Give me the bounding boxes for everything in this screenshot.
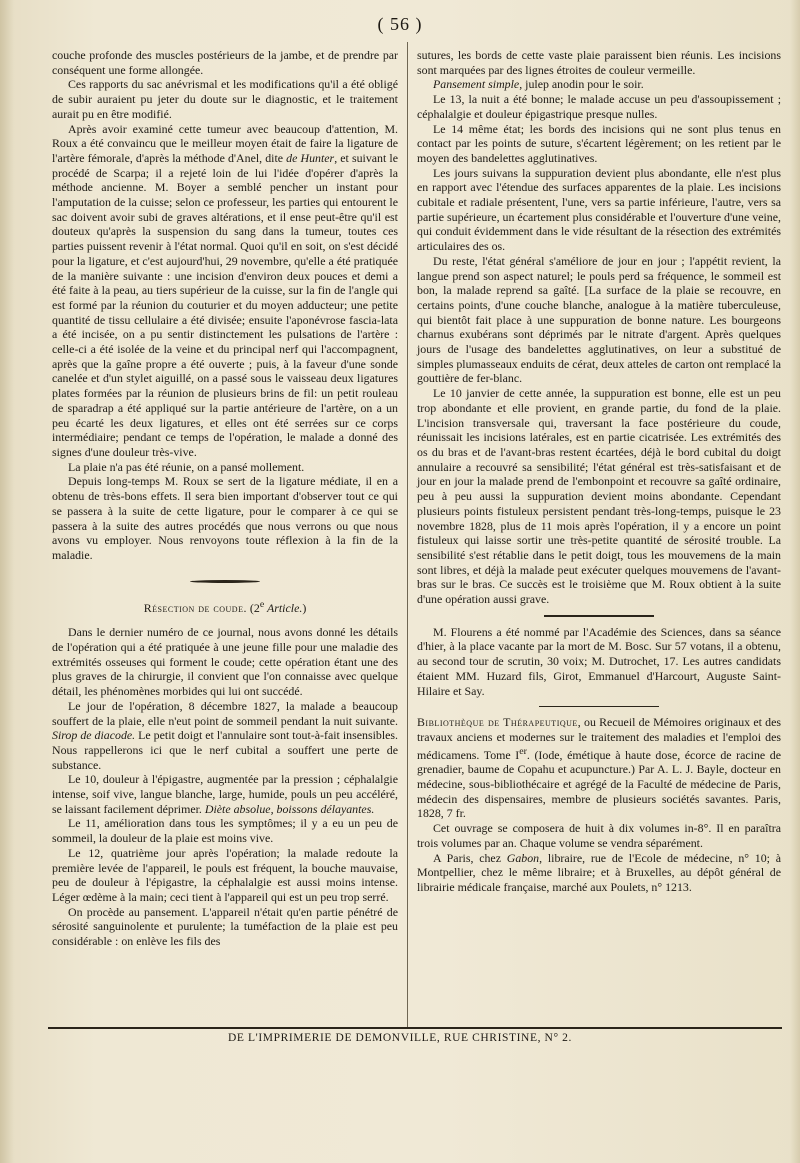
paragraph: Le 11, amélioration dans tous les symptômes; il y a eu un peu de sommeil, la douleur de la plaie est moins vive.: [52, 816, 398, 846]
italic-text: de Hunter: [286, 150, 335, 165]
section-heading: [52, 598, 398, 616]
page-number: ( 56 ): [377, 14, 423, 34]
section-title-article: Article.: [264, 600, 303, 615]
paragraph: couche profonde des muscles postérieurs de la jambe, et de prendre par conséquent une forme allongée.: [52, 48, 398, 77]
paragraph: Dans le dernier numéro de ce journal, nous avons donné les détails de l'opération qui a été pratiquée à une jeune fille pour une maladie des extrémités osseuses qui forment le coude; cette opération étant une des plus graves de la chirurgie, il convient que l'on connaisse avec quelque détail, les phénomènes morbides qui lui ont succédé.: [52, 625, 398, 699]
section-title-paren: (2: [249, 600, 260, 615]
text-run: Après avoir examiné cette tumeur avec beaucoup d'attention, M. Roux a été convaincu que le meilleur moyen était de faire la ligature de l'artère fémorale, d'après la méthode d'Anel, dite: [52, 121, 398, 165]
left-column: [52, 48, 398, 949]
italic-text: Pansement simple: [433, 77, 520, 92]
section-title: Résection de coude.: [143, 600, 247, 615]
text-run: , et suivant le procédé de Scarpa; il a rejeté loin de lui l'idée d'opérer d'après la méthode ancienne. M. Boyer a semblé pencher un instant pour l'amputation de la cuisse; selon ce professeur, les parties qui entourent le sac doivent avoir subi de graves altérations, et il ense peut-être qu'il est douteux qu'après la suspension du sang dans la tumeur, toutes ces parties puissent revenir à l'état normal. Quoi qu'il en soit, on s'est décidé pour la ligature, et c'est aujourd'hui, 29 novembre, qu'elle a été pratiquée de la manière suivante : une incision d'environ deux pouces et demi a été faite à la peau, au tiers supérieur de la cuisse, sur la fin de l'angle qui est formé par la réunion du couturier et du moyen adducteur; une petite quantité de tissu cellulaire a été divisée; ensuite l'aponévrose fascia-lata a été incisée, on a pu sentir distinctement les pulsations de l'artère : celle-ci a été isolée de la veine et du principal nerf qui l'accompagnent, après que la gaîne propre a été ouverte ; puis, à la faveur d'une sonde canelée et d'un stylet aiguillé, on a passé sous le vaisseau deux ligatures plates formées par la réunion de plusieurs brins de fil: un petit rouleau de sparadrap a été appliqué sur la partie antérieure de l'artère, on a un peu écarté les deux ligatures, et elles ont été serrées sur ce corps intermédiaire; pendant ce temps de l'opération, le malade a donné des signes d'une douleur très-vive.: [52, 150, 398, 459]
italic-text: Gabon: [506, 850, 540, 865]
paragraph: [417, 851, 781, 895]
paragraph: Ces rapports du sac anévrismal et les modifications qu'il a été obligé de subir auraient pu jeter du doute sur le diagnostic, et le traitement aurait pu en être modifié.: [52, 77, 398, 121]
section-ornament: [52, 574, 398, 584]
text-run: . (Iode, émétique à haute dose, écorce de racine de grenadier, baume de Copahu et acupuncture.) Par A. L. J. Bayle, docteur en médecine, sous-bibliothécaire et agrégé de la Faculté de médecine de Paris, médecin des dispensaires, membre de plusieurs sociétés savantes. Paris, 1828, 7 fr.: [417, 747, 781, 821]
paragraph: [417, 77, 781, 92]
right-column: [417, 48, 781, 895]
paragraph: Le 10 janvier de cette année, la suppuration est bonne, elle est un peu trop abondante et elle provient, en grande partie, du fond de la plaie. L'incision transversale qui, traversant la face postérieure du coude, réunissait les incisions latérales, est en partie cicatrisée. Les extrémités des os du bras et de l'avant-bras restent écartées, déjà le bord cubital du doigt annulaire a recouvré sa sensibilité; l'état général est très-satisfaisant et de jour en jour la malade prend de l'embonpoint et recouvre sa gaîté ordinaire, peu à peu aussi la suppuration devient moins abondante. Cependant plusieurs points fistuleux persistent pendant très-long-temps, puisque le 23 novembre 1828, plus de 11 mois après l'opération, il y a encore un point fistuleux qui laisse sortir une très-petite quantité de sérosité trouble. La sensibilité s'est rétablie dans le petit doigt, tous les mouvemens de la main sont libres, et déjà la malade peut exécuter quelques mouvemens de l'avant-bras sur le bras. Ce succès est le troisième que M. Roux obtient à la suite d'une opération aussi grave.: [417, 386, 781, 607]
news-separator-rule: [539, 706, 659, 707]
text-run: Le jour de l'opération, 8 décembre 1827, la malade a beaucoup souffert de la plaie, elle n'eut point de sommeil pendant la nuit suivante.: [52, 698, 398, 728]
page-edge-shadow-left: [0, 0, 14, 1163]
paragraph: [52, 699, 398, 773]
italic-text: Diète absolue, boissons délayantes.: [204, 801, 375, 816]
italic-text: Sirop de diacode.: [52, 728, 136, 743]
paragraph: Le 14 même état; les bords des incisions qui ne sont plus tenus en contact par les points de suture, s'écartent légèrement; on les retient par le moyen des bandelettes agglutinatives.: [417, 121, 781, 165]
paragraph: Le 12, quatrième jour après l'opération; la malade redoute la première levée de l'appareil, le pouls est fréquent, la bouche mauvaise, peu de douleur à l'épigastre, la céphalalgie est aussi moins intense. Léger œdème à la main; ceci tient à l'appareil qui est un peu trop serré.: [52, 845, 398, 904]
text-run: Le petit doigt et l'annulaire sont tout-à-fait insensibles. Nous rappellerons ici que le nerf cubital a souffert une perte de substance.: [52, 728, 398, 772]
section-title-superscript: e: [259, 598, 265, 610]
paragraph: Depuis long-temps M. Roux se sert de la ligature médiate, il en a obtenu de très-bons effets. Il sera bien important d'observer tout ce qui se passera à la suite de cette ligature, pour le comparer à ce qui se passera à la suite des autres procédés que nous verrons ou que nous avons vu employer. Nous renvoyons toute réflexion à la fin de la maladie.: [52, 474, 398, 562]
section-title-close: ): [302, 600, 307, 615]
paragraph: [417, 715, 781, 821]
text-run: A Paris, chez: [433, 850, 507, 865]
ornament-swash: [190, 580, 260, 583]
paragraph: Cet ouvrage se composera de huit à dix volumes in-8°. Il en paraîtra trois volumes par an. Chaque volume se vendra séparément.: [417, 821, 781, 850]
text-run: Le 10, douleur à l'épigastre, augmentée par la pression ; céphalalgie intense, soif vive, langue blanche, large, humide, pouls un peu accéléré, se laissant facilement déprimer.: [52, 772, 398, 816]
page-edge-shadow-right: [790, 0, 800, 1163]
paragraph: sutures, les bords de cette vaste plaie paraissent bien réunis. Les incisions sont marquées par des lignes étroites de couleur vermeille.: [417, 48, 781, 77]
column-divider: [407, 42, 408, 1027]
paragraph: M. Flourens a été nommé par l'Académie des Sciences, dans sa séance d'hier, à la place vacante par la mort de M. Bosc. Sur 57 votans, il a obtenu, au second tour de scrutin, 30 voix; M. Dutrochet, 17. Les autres candidats étaient MM. Huzard fils, Girot, Emmanuel d'Harcourt, Auguste Saint-Hilaire et Say.: [417, 624, 781, 698]
superscript: er: [519, 745, 527, 757]
news-separator-rule: [544, 615, 654, 617]
paragraph: La plaie n'a pas été réunie, on a pansé mollement.: [68, 459, 305, 474]
printer-imprint: DE L'IMPRIMERIE DE DEMONVILLE, RUE CHRISTINE, N° 2.: [228, 1032, 572, 1044]
paragraph: Du reste, l'état général s'améliore de jour en jour ; l'appétit revient, la langue prend son aspect naturel; le pouls perd sa fréquence, le sommeil est bon, la malade reprend sa gaîté. [La surface de la plaie se recouvre, en certains points, d'une couche blanche, analogue à la matière tuberculeuse, qui bientôt fait place à une suppuration de bonne nature. Les bourgeons charnus exubérans sont déprimés par le nitrate d'argent. Après quelques jours de l'usage des bandelettes agglutinatives, on leur a substitué de simples plumasseaux enduits de cérat, deux atteles de carton ont remplacé la gouttière de fer-blanc.: [417, 253, 781, 386]
paragraph: On procède au pansement. L'appareil n'était qu'en partie pénétré de sérosité sanguinolente et purulente; la tuméfaction de la plaie est peu considérable : on enlève les fils des: [52, 904, 398, 949]
paragraph: Le 13, la nuit a été bonne; le malade accuse un peu d'assoupissement ; céphalalgie et douleur épigastrique presque nulles.: [417, 92, 781, 121]
text-run: , ou Recueil de Mémoires originaux et des travaux anciens et modernes sur le traitement des maladies et l'emploi des médicamens. Tome I: [417, 715, 781, 762]
book-title: Bibliothèque de Thérapeutique: [417, 715, 578, 730]
paragraph: [52, 772, 398, 816]
text-run: , libraire, rue de l'Ecole de médecine, n° 10; à Montpellier, chez le même libraire; et à Bruxelles, au dépôt général de librairie médicale française, marché aux Poulets, n° 1213.: [417, 850, 781, 894]
footer-rule: [48, 1027, 782, 1029]
paragraph: Les jours suivans la suppuration devient plus abondante, elle n'est plus en rapport avec l'étendue des surfaces apparentes de la plaie. Les incisions cubitale et radiale présentent, l'une, vers sa partie inférieure, l'autre, vers sa partie supérieure, un écartement plus considérable et l'ouverture d'une veine, qui conduit évidemment dans le vide résultant de la résection des extrémités articulaires des os.: [417, 165, 781, 254]
paragraph: [52, 122, 398, 460]
text-run: , julep anodin pour le soir.: [519, 77, 644, 92]
